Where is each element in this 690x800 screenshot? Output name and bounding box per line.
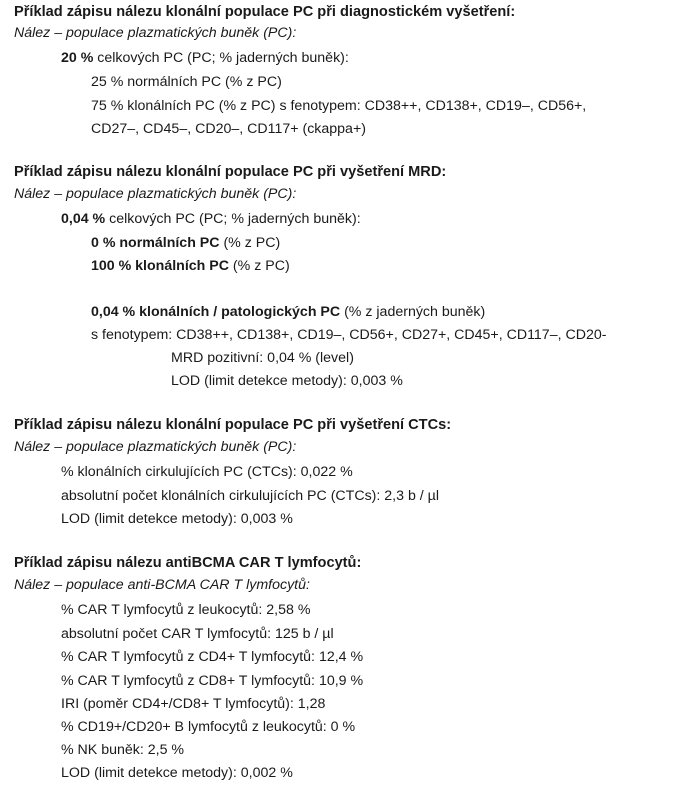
section-2-pathologic-value: 0,04 % klonálních / patologických PC [91, 304, 341, 320]
section-2-normal-pc [91, 233, 280, 253]
section-4-line: % CD19+/CD20+ B lymfocytů z leukocytů: 0 % [61, 719, 356, 735]
section-2-total-label: celkových PC (PC; % jaderných buněk): [105, 211, 361, 227]
section-2-normal-label: (% z PC) [219, 235, 281, 251]
section-2-heading: Příklad zápisu nálezu klonální populace PC při vyšetření MRD: [14, 164, 447, 180]
section-4-line: % CAR T lymfocytů z CD4+ T lymfocytů: 12,4 % [61, 649, 364, 665]
section-2-total-value: 0,04 % [61, 211, 106, 227]
section-1-subheading: Nález – populace plazmatických buněk (PC): [14, 25, 297, 41]
section-4-line: LOD (limit detekce metody): 0,002 % [61, 765, 293, 781]
section-2-pathologic-label: (% z jaderných buněk) [340, 304, 486, 320]
section-2-clonal-value: 100 % klonálních PC [91, 258, 229, 274]
section-1-total-value: 20 % [61, 50, 94, 66]
section-3-heading: Příklad zápisu nálezu klonální populace PC při vyšetření CTCs: [14, 417, 452, 433]
section-1-total-pc [61, 48, 349, 68]
section-3-line: absolutní počet klonálních cirkulujících PC (CTCs): 2,3 b / µl [61, 488, 439, 504]
section-2-pathologic-pc [91, 302, 485, 322]
section-1-heading: Příklad zápisu nálezu klonální populace PC při diagnostickém vyšetření: [14, 4, 516, 20]
section-4-line: IRI (poměr CD4+/CD8+ T lymfocytů): 1,28 [61, 696, 326, 712]
section-2-clonal-label: (% z PC) [228, 258, 290, 274]
section-2-phenotype: s fenotypem: CD38++, CD138+, CD19–, CD56+, CD27+, CD45+, CD117–, CD20- [91, 327, 607, 343]
section-1-clonal-pc-line-1: 75 % klonálních PC (% z PC) s fenotypem: CD38++, CD138+, CD19–, CD56+, [91, 98, 587, 114]
section-2-mrd: MRD pozitivní: 0,04 % (level) [171, 350, 354, 366]
section-2-subheading: Nález – populace plazmatických buněk (PC): [14, 186, 297, 202]
section-3-subheading: Nález – populace plazmatických buněk (PC): [14, 439, 297, 455]
section-3-line: % klonálních cirkulujících PC (CTCs): 0,022 % [61, 464, 353, 480]
section-4-subheading: Nález – populace anti-BCMA CAR T lymfocytů: [14, 577, 310, 593]
section-4-line: % NK buněk: 2,5 % [61, 742, 185, 758]
section-2-lod: LOD (limit detekce metody): 0,003 % [171, 373, 403, 389]
section-4-heading: Příklad zápisu nálezu antiBCMA CAR T lymfocytů: [14, 555, 362, 571]
section-2-total-pc [61, 209, 361, 229]
section-1-total-label: celkových PC (PC; % jaderných buněk): [93, 50, 349, 66]
section-3-line: LOD (limit detekce metody): 0,003 % [61, 511, 293, 527]
section-1-clonal-pc-line-2: CD27–, CD45–, CD20–, CD117+ (ckappa+) [91, 121, 366, 137]
section-4-line: % CAR T lymfocytů z leukocytů: 2,58 % [61, 602, 311, 618]
section-4-line: % CAR T lymfocytů z CD8+ T lymfocytů: 10,9 % [61, 673, 364, 689]
section-2-normal-value: 0 % normálních PC [91, 235, 220, 251]
section-4-line: absolutní počet CAR T lymfocytů: 125 b / µl [61, 626, 334, 642]
section-2-clonal-pc [91, 256, 290, 276]
section-1-normal-pc: 25 % normálních PC (% z PC) [91, 74, 282, 90]
